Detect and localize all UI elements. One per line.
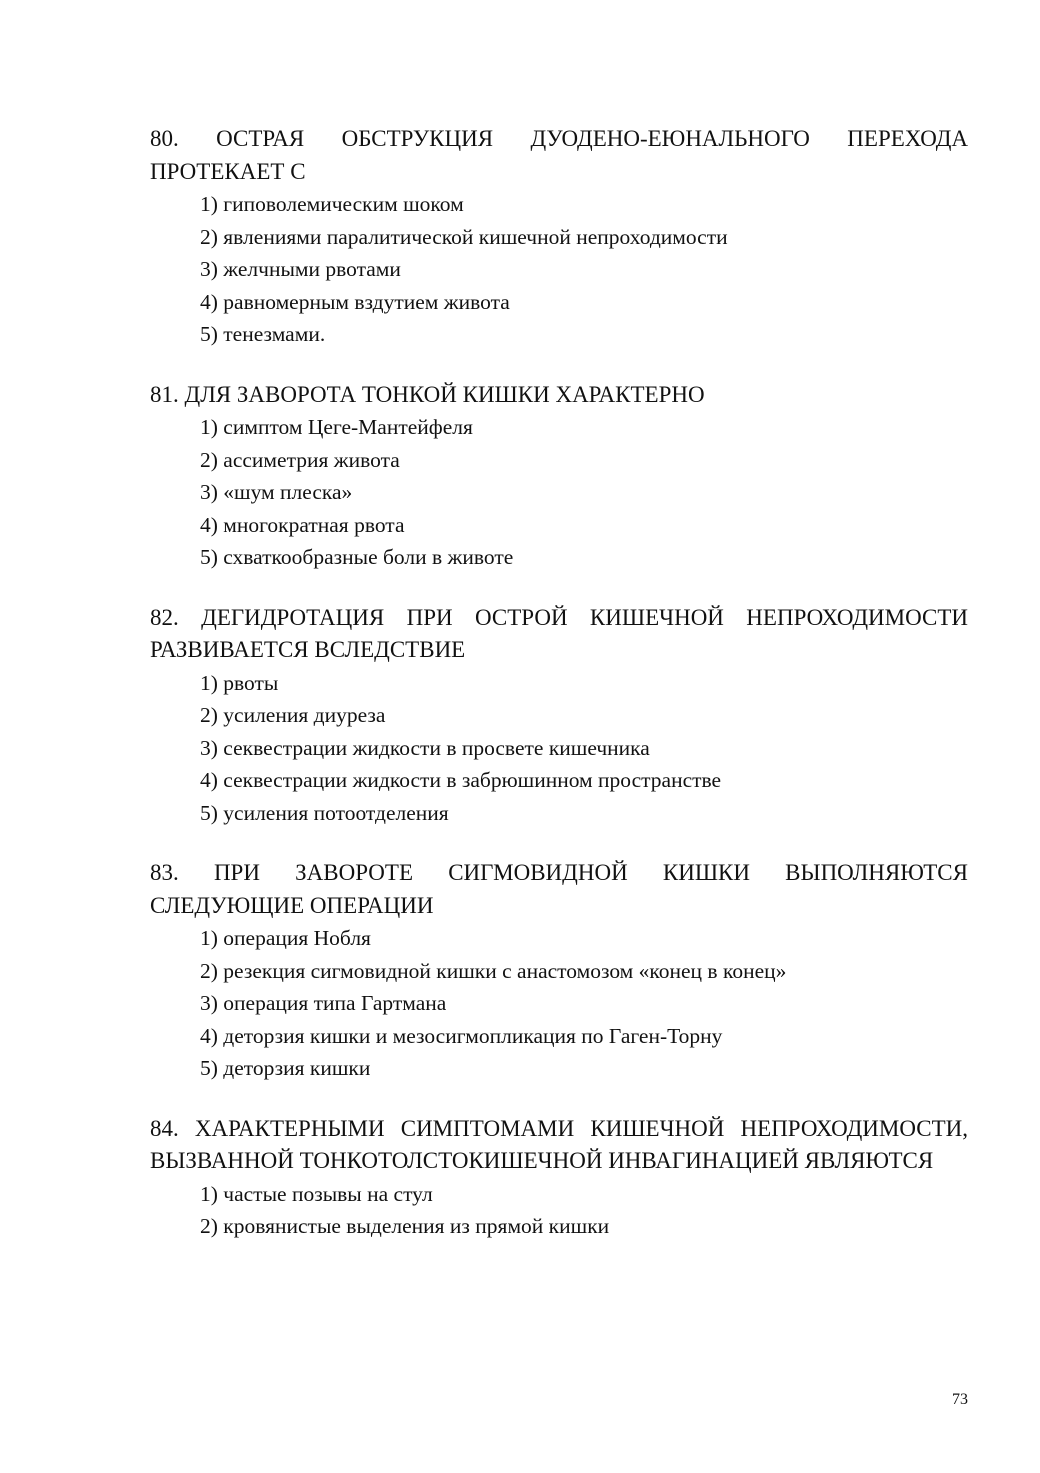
question-text: 81. ДЛЯ ЗАВОРОТА ТОНКОЙ КИШКИ ХАРАКТЕРНО — [150, 381, 705, 407]
answer-option: 5) деторзия кишки — [200, 1056, 371, 1080]
answer-option: 2) кровянистые выделения из прямой кишки — [200, 1214, 610, 1238]
document-page — [150, 123, 968, 1271]
question-84 — [150, 1113, 968, 1243]
answer-option: 1) рвоты — [200, 670, 279, 695]
answer-options — [150, 411, 968, 574]
question-text: 83. ПРИ ЗАВОРОТЕ СИГМОВИДНОЙ КИШКИ ВЫПОЛНЯЮТСЯ СЛЕДУЮЩИЕ ОПЕРАЦИИ — [150, 860, 968, 918]
answer-option: 3) «шум плеска» — [200, 480, 353, 504]
answer-option: 4) многократная рвота — [200, 512, 405, 537]
answer-option: 5) тенезмами. — [200, 322, 326, 346]
answer-option: 2) явлениями паралитической кишечной непроходимости — [200, 224, 728, 249]
answer-option: 5) усиления потоотделения — [200, 800, 449, 825]
answer-options — [150, 922, 968, 1085]
answer-option: 3) секвестрации жидкости в просвете кишечника — [200, 735, 650, 760]
answer-option: 3) желчными рвотами — [200, 257, 401, 281]
answer-option: 4) равномерным вздутием живота — [200, 289, 510, 314]
question-80 — [150, 123, 968, 351]
answer-option: 1) операция Нобля — [200, 926, 371, 950]
answer-option: 1) частые позывы на стул — [200, 1181, 433, 1206]
question-82 — [150, 602, 968, 830]
answer-option: 3) операция типа Гартмана — [200, 991, 447, 1015]
question-81 — [150, 379, 968, 574]
answer-options — [150, 1178, 968, 1243]
question-text: 80. ОСТРАЯ ОБСТРУКЦИЯ ДУОДЕНО-ЕЮНАЛЬНОГО ПЕРЕХОДА ПРОТЕКАЕТ С — [150, 126, 968, 184]
answer-option: 4) секвестрации жидкости в забрюшинном пространстве — [200, 768, 722, 792]
answer-option: 4) деторзия кишки и мезосигмопликация по Гаген-Торну — [200, 1023, 723, 1048]
question-text: 84. ХАРАКТЕРНЫМИ СИМПТОМАМИ КИШЕЧНОЙ НЕПРОХОДИМОСТИ, ВЫЗВАННОЙ ТОНКОТОЛСТОКИШЕЧНОЙ ИНВАГИНАЦИЕЙ ЯВЛЯЮТСЯ — [150, 1115, 968, 1173]
question-text: 82. ДЕГИДРОТАЦИЯ ПРИ ОСТРОЙ КИШЕЧНОЙ НЕПРОХОДИМОСТИ РАЗВИВАЕТСЯ ВСЛЕДСТВИЕ — [150, 604, 968, 662]
answer-option: 2) усиления диуреза — [200, 703, 386, 727]
question-83 — [150, 857, 968, 1085]
answer-option: 2) ассиметрия живота — [200, 447, 400, 472]
answer-option: 2) резекция сигмовидной кишки с анастомозом «конец в конец» — [200, 958, 787, 983]
page-number: 73 — [952, 1391, 968, 1408]
answer-options — [150, 188, 968, 351]
answer-option: 1) симптом Цеге-Мантейфеля — [200, 415, 473, 439]
answer-options — [150, 667, 968, 830]
answer-option: 1) гиповолемическим шоком — [200, 192, 464, 216]
answer-option: 5) схваткообразные боли в животе — [200, 545, 514, 569]
